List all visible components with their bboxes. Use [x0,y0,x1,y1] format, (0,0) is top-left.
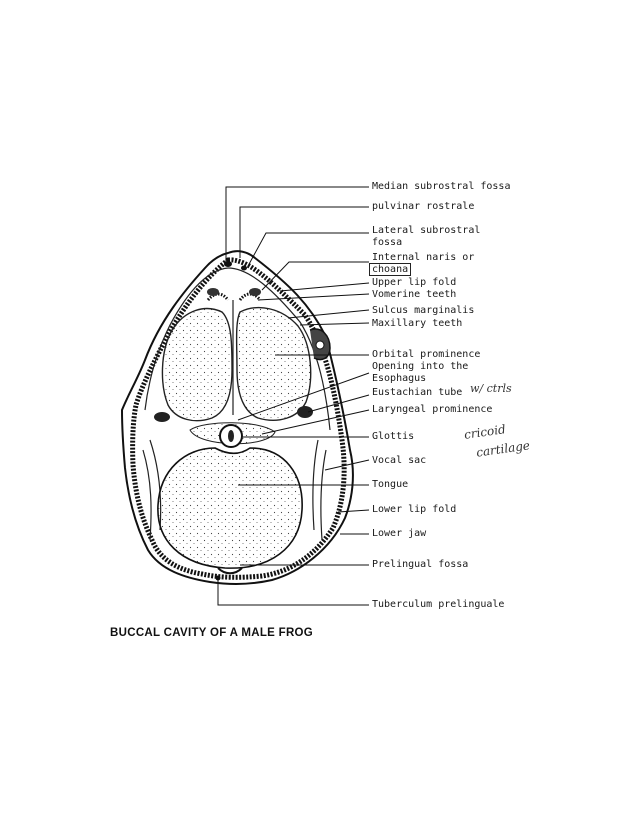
figure-caption: BUCCAL CAVITY OF A MALE FROG [110,627,314,639]
label-tongue: Tongue [372,479,409,490]
handwritten-cricoid: cricoid [463,422,507,442]
lateral-subrostral-fossa [241,266,247,271]
label-maxillary-teeth: Maxillary teeth [372,318,463,329]
choana-box: choana [369,263,411,276]
label-laryngeal-prominence: Laryngeal prominence [372,404,493,415]
handwritten-cartilage: cartilage [475,438,531,460]
eustachian-tube-right [297,406,313,418]
leader-median-subrostral [226,187,369,262]
label-internal-naris-2 [372,264,411,275]
label-internal-naris-1: Internal naris or [372,252,475,263]
label-lower-jaw: Lower jaw [372,528,427,539]
label-upper-lip-fold: Upper lip fold [372,277,457,288]
tongue [158,448,302,568]
label-vomerine-teeth: Vomerine teeth [372,289,457,300]
label-glottis: Glottis [372,431,415,442]
label-eustachian-tube: Eustachian tube [372,387,463,398]
leader-lateral-subrostral [248,233,369,266]
right-choana [249,288,261,296]
label-lateral-subrostral-2: fossa [372,237,403,248]
label-prelingual-fossa: Prelingual fossa [372,559,469,570]
left-choana [207,288,219,296]
label-tuberculum-prelinguale: Tuberculum prelinguale [372,599,505,610]
label-lower-lip-fold: Lower lip fold [372,504,457,515]
label-lateral-subrostral-1: Lateral subrostral [372,225,481,236]
tuberculum-prelinguale [216,576,221,581]
eustachian-tube-left [154,412,170,422]
label-opening-esophagus-2: Esophagus [372,373,427,384]
label-vocal-sac: Vocal sac [372,455,427,466]
leader-upper-lip-fold [280,283,369,291]
label-orbital-prominence: Orbital prominence [372,349,481,360]
label-opening-esophagus-1: Opening into the [372,361,469,372]
label-pulvinar-rostrale: pulvinar rostrale [372,201,475,212]
label-sulcus-marginalis: Sulcus marginalis [372,305,475,316]
handwritten-eustachian-note: w/ ctrls [470,382,512,395]
label-median-subrostral-fossa: Median subrostral fossa [372,181,511,192]
median-subrostral-fossa [224,261,232,267]
